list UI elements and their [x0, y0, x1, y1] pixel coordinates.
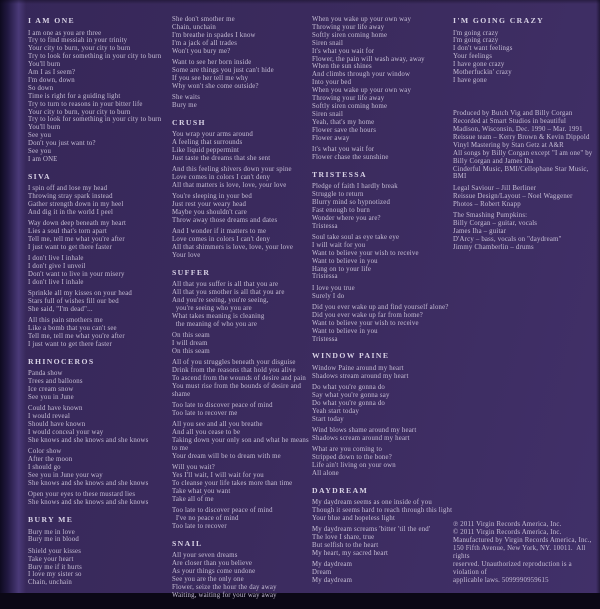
lyric-line: I'm a jack of all trades — [172, 39, 238, 47]
stanza — [28, 448, 172, 488]
lyric-line: Did you ever wake up and find yourself alone? — [312, 303, 449, 311]
lyric-line: Should have known — [28, 421, 86, 429]
lyric-line: All that you suffer is all that you are — [172, 281, 279, 289]
lyric-line: To cleanse your life takes more than time — [172, 480, 293, 488]
stanza — [28, 548, 172, 588]
lyric-line: Sprinkle all my kisses on your head — [28, 290, 133, 298]
lyric-line: All that you smother is all that you are — [172, 289, 285, 297]
lyric-line: See you — [28, 148, 52, 156]
spacer — [453, 255, 596, 522]
stanza — [28, 529, 172, 545]
lyric-line: Shield your kisses — [28, 547, 82, 555]
lyric-line: Flower away — [312, 134, 350, 142]
lyric-line: It's what you wait for — [312, 47, 375, 55]
lyrics-column — [312, 16, 453, 588]
lyric-line: I love you true — [312, 284, 355, 292]
lyric-line: Chain, unchain — [28, 579, 72, 587]
spacer — [453, 88, 596, 110]
lyric-line: Try to look for something in your city to burn — [28, 53, 162, 61]
lyric-line: Will you wait? — [172, 464, 215, 472]
lyric-line: Your feelings — [453, 53, 493, 61]
lyric-line: I just want to get there faster — [28, 341, 112, 349]
lyric-line: She knows and she knows and she knows — [28, 480, 149, 488]
lyric-line: Some are things you just can't hide — [172, 66, 274, 74]
lyric-line: Waiting, waiting for your way away — [172, 591, 277, 599]
lyric-line: See you in June your way — [28, 472, 103, 480]
lyric-line: Life ain't living on your own — [312, 462, 396, 470]
lyric-line: Softly siren coming home — [312, 31, 388, 39]
song-title: I AM ONE — [28, 16, 76, 25]
lyric-line: Your dream will be to dream with me — [172, 452, 281, 460]
lyric-line: Stars full of wishes fill our bed — [28, 298, 119, 306]
lyric-line: Motherfuckin' crazy — [453, 69, 512, 77]
lyric-line: Throw away those dreams and dates — [172, 216, 278, 224]
lyric-line: Want to believe in you — [312, 327, 378, 335]
lyric-line: I'm going crazy — [453, 37, 499, 45]
lyric-line: Throwing stray spark instead — [28, 193, 113, 201]
lyric-line: You wrap your arms around — [172, 131, 253, 139]
stanza — [28, 290, 172, 314]
lyric-line: Just rest your weary head — [172, 201, 247, 209]
credits-line: Cinderful Music, BMI/Cellophane Star Music, BMI — [453, 165, 591, 181]
song-title: I'M GOING CRAZY — [453, 16, 545, 25]
lyric-line: Want to see her born inside — [172, 58, 252, 66]
lyric-line: Why won't she come outside? — [172, 82, 259, 90]
stanza — [312, 183, 453, 230]
lyric-line: Like a bomb that you can't see — [28, 325, 117, 333]
lyric-line: I am one as you are three — [28, 29, 102, 37]
lyric-line: Panda show — [28, 370, 63, 378]
lyric-line: Softly siren coming home — [312, 102, 388, 110]
lyric-line: Just taste the dreams that she sent — [172, 154, 271, 162]
lyric-line: Take your heart — [28, 555, 74, 563]
song-title: RHINOCEROS — [28, 356, 95, 366]
song-title: TRISTESSA — [312, 169, 367, 179]
lyric-line: You'll burn — [28, 124, 61, 132]
lyric-line: On this seam — [172, 347, 210, 355]
stanza — [172, 193, 312, 225]
lyric-line: I don't live I inhale — [28, 255, 84, 263]
stanza — [28, 30, 172, 164]
credits-line: 150 Fifth Avenue, New York, NY. 10011. All rights — [453, 545, 588, 560]
stanza — [172, 59, 312, 91]
lyric-line: Shadows scream around my heart — [312, 434, 410, 442]
lyric-line: I don't live I inhale — [28, 279, 84, 287]
stanza — [28, 220, 172, 252]
lyric-line: Won't you bury me? — [172, 47, 231, 55]
lyric-line: Bury me if it hurts — [28, 563, 83, 571]
lyric-line: I will dream — [172, 340, 208, 348]
lyric-line: Try to find messiah in your trinity — [28, 37, 128, 45]
stanza — [28, 405, 172, 445]
lyric-line: All your seven dreams — [172, 552, 238, 560]
lyric-line: Fast enough to burn — [312, 206, 370, 214]
lyric-line: Don't you just want to? — [28, 140, 96, 148]
credits-block — [453, 212, 596, 252]
lyric-line: My daydream screams 'bitter 'til the end' — [312, 526, 431, 534]
lyric-line: Trees and balloons — [28, 378, 83, 386]
stanza — [312, 384, 453, 424]
lyric-line: Your city to burn, your city to burn — [28, 108, 131, 116]
stanza — [28, 370, 172, 402]
lyric-line: She knows and she knows and she knows — [28, 499, 149, 507]
lyric-line: I should go — [28, 464, 61, 472]
lyric-line: And this feeling shivers down your spine — [172, 166, 292, 174]
lyric-line: Drink from the reasons that hold you alive — [172, 367, 296, 375]
lyric-line: Want to believe your wish to receive — [312, 249, 419, 257]
lyric-line: The love I share, true — [312, 534, 375, 542]
lyric-line: All you see and all you breathe — [172, 421, 263, 429]
lyric-line: Tristessa — [312, 273, 338, 281]
lyric-line: After the moon — [28, 456, 73, 464]
stanza — [172, 94, 312, 110]
lyrics-column — [28, 16, 172, 588]
lyric-line: See you in June — [28, 394, 74, 402]
lyric-line: My daydream — [312, 561, 353, 569]
lyric-line: I love my sister so — [28, 571, 82, 579]
lyric-line: Struggle to return — [312, 191, 364, 198]
credits-line: Recorded at Smart Studios in beautiful — [453, 118, 567, 126]
credits-line: Madison, Wisconsin, Dec. 1990 – Mar. 1991 — [453, 126, 583, 134]
lyric-line: Flower save the hours — [312, 126, 377, 134]
stanza — [172, 131, 312, 163]
lyric-line: Too late to recover — [172, 523, 227, 531]
lyric-line: And you're seeing, you're seeing, — [172, 297, 269, 305]
lyric-line: Open your eyes to these mustard lies — [28, 491, 136, 499]
lyric-line: To ascend from the wounds of desire and pain — [172, 375, 307, 383]
lyric-line: Flower chase the sunshine — [312, 153, 389, 161]
lyric-line: Flower, seize the hour the day away — [172, 583, 277, 591]
stanza — [312, 234, 453, 281]
lyric-line: All of you struggles beneath your disguise — [172, 359, 296, 367]
lyrics-column — [453, 16, 596, 588]
lyric-line: I have gone crazy — [453, 61, 505, 69]
credits-line: reserved. Unauthorized reproduction is a violation of — [453, 560, 574, 576]
credits-line: All songs by Billy Corgan except "I am one" by — [453, 149, 593, 157]
lyric-line: Your love — [172, 252, 201, 259]
stanza — [453, 30, 596, 85]
lyric-line: When you wake up your own way — [312, 16, 412, 23]
lyric-line: And I wonder if it matters to me — [172, 228, 267, 236]
song-title: SUFFER — [172, 267, 211, 277]
lyric-line: Color show — [28, 448, 62, 456]
credits-block — [453, 110, 596, 181]
lyric-line: Throwing your life away — [312, 23, 385, 31]
lyric-line: Your blue and hopeless light — [312, 515, 396, 523]
credits-line: Legal Saviour – Jill Berliner — [453, 184, 537, 192]
lyric-line: Tristessa — [312, 222, 338, 230]
lyric-line: I will wait for you — [312, 241, 366, 249]
credits-block — [453, 521, 596, 584]
lyric-line: And all you cease to be — [172, 429, 241, 437]
song-title: WINDOW PAINE — [312, 351, 390, 361]
lyric-line: It's what you wait for — [312, 145, 375, 153]
credits-line: Produced by Butch Vig and Billy Corgan — [453, 110, 573, 118]
stanza — [172, 464, 312, 504]
lyric-line: Bury me — [172, 101, 197, 109]
credits-line: James Iha – guitar — [453, 227, 507, 235]
lyric-line: Did you ever wake up far from home? — [312, 311, 423, 319]
lyric-line: Your city to burn, your city to burn — [28, 45, 131, 53]
lyric-line: Don't want to live in your misery — [28, 271, 125, 279]
song-title: BURY ME — [28, 515, 74, 525]
lyric-line: Too late to discover peace of mind — [172, 507, 273, 515]
lyric-line: Shadows stream around my heart — [312, 372, 409, 380]
lyric-line: But selfish to the heart — [312, 542, 379, 550]
lyric-line: Start today — [312, 415, 344, 423]
lyric-line: I've no peace of mind — [172, 515, 239, 523]
lyric-line: Tell me, tell me what you're after — [28, 236, 125, 244]
stanza — [28, 491, 172, 507]
lyric-line: Say what you're gonna say — [312, 391, 390, 399]
lyric-line: I'm down, down — [28, 76, 75, 84]
lyric-line: You'll burn — [28, 61, 61, 69]
credits-line: Billy Corgan and James Iha — [453, 157, 534, 165]
lyric-line: Tell me, tell me what you're after — [28, 333, 125, 341]
lyric-line: On this seam — [172, 332, 210, 340]
lyric-line: She waits — [172, 93, 201, 101]
stanza — [28, 317, 172, 349]
stanza — [172, 507, 312, 531]
lyric-line: Want to believe in you — [312, 257, 378, 265]
stanza — [312, 499, 453, 523]
lyric-line: Gather strength down in my heel — [28, 201, 124, 209]
stanza — [312, 446, 453, 478]
lyric-line: When the sun shines — [312, 63, 372, 71]
stanza — [312, 16, 453, 143]
lyric-line: All that matters is love, love, your love — [172, 181, 287, 189]
stanza — [312, 285, 453, 301]
stanza — [172, 359, 312, 399]
lyric-line: Soul take soul as eye take eye — [312, 233, 400, 241]
stanza — [312, 304, 453, 344]
stanza — [312, 561, 453, 585]
lyric-line: Ice cream snow — [28, 386, 74, 394]
lyric-line: Throwing your life away — [312, 95, 385, 103]
lyric-line: All alone — [312, 469, 339, 477]
lyric-line: I'm breathe in spades I know — [172, 31, 256, 39]
lyric-line: Try to look for something in your city to burn — [28, 116, 162, 124]
stanza — [312, 146, 453, 162]
lyric-line: As your things come undone — [172, 568, 256, 576]
lyrics-column — [172, 16, 312, 599]
lyric-line: Love comes in colors I can't deny — [172, 174, 271, 182]
song-title: SNAIL — [172, 538, 203, 548]
credits-line: Photos – Robert Knapp — [453, 200, 521, 208]
lyric-line: Taking down your only son and what he means to me — [172, 437, 311, 453]
lyric-line: I just want to get there faster — [28, 244, 112, 252]
lyric-line: Wonder where you are? — [312, 214, 381, 222]
credits-line: Reissue Design/Layout – Noel Waggener — [453, 192, 573, 200]
lyric-line: What are you coming to — [312, 446, 383, 454]
lyric-line: You're sleeping in your bed — [172, 193, 252, 201]
lyric-line: See you are the only one — [172, 576, 244, 584]
lyric-line: Blurry mind so hypnotized — [312, 198, 391, 206]
lyric-line: She knows and she knows and she knows — [28, 437, 149, 445]
lyric-line: Chain, unchain — [172, 23, 216, 31]
credits-line: applicable laws. 5099990959615 — [453, 576, 549, 584]
credits-line: The Smashing Pumpkins: — [453, 211, 528, 219]
stanza — [172, 421, 312, 461]
lyric-line: If you see her tell me why — [172, 74, 249, 82]
lyric-line: And dig it in the world I peel — [28, 209, 114, 217]
stanza — [172, 16, 312, 56]
lyric-line: My daydream seems as one inside of you — [312, 499, 432, 507]
lyric-line: When you wake up your own way — [312, 87, 412, 95]
credits-line: D'Arcy – bass, vocals on "daydream" — [453, 235, 562, 243]
lyric-line: Could have known — [28, 405, 83, 413]
lyric-line: My daydream — [312, 577, 353, 585]
lyric-line: Stripped down to the bone? — [312, 454, 392, 462]
lyric-line: See you — [28, 132, 52, 140]
lyric-line: the meaning of who you are — [172, 320, 258, 328]
lyric-line: So down — [28, 84, 54, 92]
credits-line: Billy Corgan – guitar, vocals — [453, 219, 538, 227]
lyric-line: Hang on to your life — [312, 265, 372, 273]
lyric-line: I would conceal your way — [28, 429, 104, 437]
stanza — [172, 552, 312, 599]
stanza — [28, 255, 172, 287]
lyric-line: Want to believe your wish to receive — [312, 319, 419, 327]
lyric-line: You must rise from the bounds of desire and shame — [172, 382, 304, 398]
lyric-line: Bury me in love — [28, 528, 75, 536]
lyric-line: Dream — [312, 569, 332, 577]
credits-line: ℗ 2011 Virgin Records America, Inc. — [453, 521, 562, 529]
lyric-line: Flower, the pain will wash away, away — [312, 55, 425, 63]
credits-line: © 2011 Virgin Records America, Inc. — [453, 529, 562, 537]
credits-block — [453, 185, 596, 209]
lyric-line: Do what you're gonna do — [312, 384, 386, 392]
lyric-line: Yeah, that's my home — [312, 118, 375, 126]
lyric-line: Bury me in blood — [28, 536, 79, 544]
lyric-line: I would reveal — [28, 413, 71, 421]
lyric-line: Wind blows shame around my heart — [312, 427, 417, 434]
stanza — [172, 332, 312, 356]
lyric-line: Yeah start today — [312, 407, 360, 415]
lyric-line: Try to turn to reasons in your bitter life — [28, 100, 143, 108]
stanza — [312, 526, 453, 558]
lyric-line: I don't want feelings — [453, 45, 513, 53]
lyric-line: Into your bed — [312, 79, 352, 87]
lyric-line: Though it seems hard to reach through this light — [312, 507, 453, 515]
lyric-line: What takes meaning is cleaning — [172, 312, 265, 320]
lyric-line: Maybe you shouldn't care — [172, 209, 247, 217]
lyric-line: you're seeing who you are — [172, 305, 252, 313]
lyric-line: Yes I'll wait, I will wait for you — [172, 472, 264, 480]
lyric-line: I spin off and lose my head — [28, 185, 108, 193]
credits-line: Manufactured by Virgin Records America, Inc., — [453, 537, 592, 545]
lyric-line: She don't smother me — [172, 16, 235, 23]
lyric-line: I have gone — [453, 76, 487, 84]
song-title: CRUSH — [172, 117, 206, 127]
credits-line: Reissue team – Kerry Brown & Kevin Dippold — [453, 133, 590, 141]
lyric-line: I don't give I unveil — [28, 263, 86, 271]
lyric-line: Way down deep beneath my heart — [28, 220, 127, 228]
stanza — [312, 427, 453, 443]
credits-line: Jimmy Chamberlin – drums — [453, 243, 534, 251]
credits-line: Vinyl Mastering by Stan Getz at A&R — [453, 141, 564, 149]
stanza — [172, 166, 312, 190]
lyric-line: She said, "I'm dead"... — [28, 306, 93, 314]
lyric-line: I'm going crazy — [453, 29, 499, 37]
lyric-line: Pledge of faith I hardly break — [312, 183, 398, 191]
lyric-line: Time is right for a guiding light — [28, 92, 121, 100]
song-title: SIVA — [28, 171, 51, 181]
lyric-line: Tristessa — [312, 335, 338, 343]
lyric-line: I am ONE — [28, 156, 58, 163]
lyric-line: Are closer than you believe — [172, 560, 253, 568]
lyric-line: Lies a soul that's torn apart — [28, 228, 107, 236]
lyric-line: My heart, my sacred heart — [312, 550, 389, 558]
lyric-line: Take what you want — [172, 488, 231, 495]
lyric-line: Siren snail — [312, 110, 344, 118]
lyric-line: All that shimmers is love, love, your love — [172, 244, 294, 252]
song-title: DAYDREAM — [312, 485, 369, 495]
lyric-line: Siren snail — [312, 39, 344, 47]
stanza — [172, 228, 312, 260]
lyric-line: Love comes in colors I can't deny — [172, 236, 271, 244]
stanza — [312, 365, 453, 381]
lyric-line: Too late to discover peace of mind — [172, 402, 273, 410]
lyric-line: Do what you're gonna do — [312, 399, 386, 407]
stanza — [28, 185, 172, 217]
lyric-line: Am I as I seem? — [28, 69, 76, 77]
stanza — [172, 281, 312, 328]
lyrics-columns — [28, 16, 596, 599]
lyric-line: And climbs through your window — [312, 71, 411, 79]
lyric-line: Surely I do — [312, 292, 345, 300]
lyric-line: A feeling that surrounds — [172, 139, 243, 147]
lyric-line: All this pain smothers me — [28, 317, 103, 325]
stanza — [172, 402, 312, 418]
lyric-line: Window Paine around my heart — [312, 364, 404, 372]
lyric-line: Too late to recover me — [172, 410, 238, 418]
lyric-line: Like liquid peppermint — [172, 146, 240, 154]
lyric-line: Take all of me — [172, 495, 214, 503]
